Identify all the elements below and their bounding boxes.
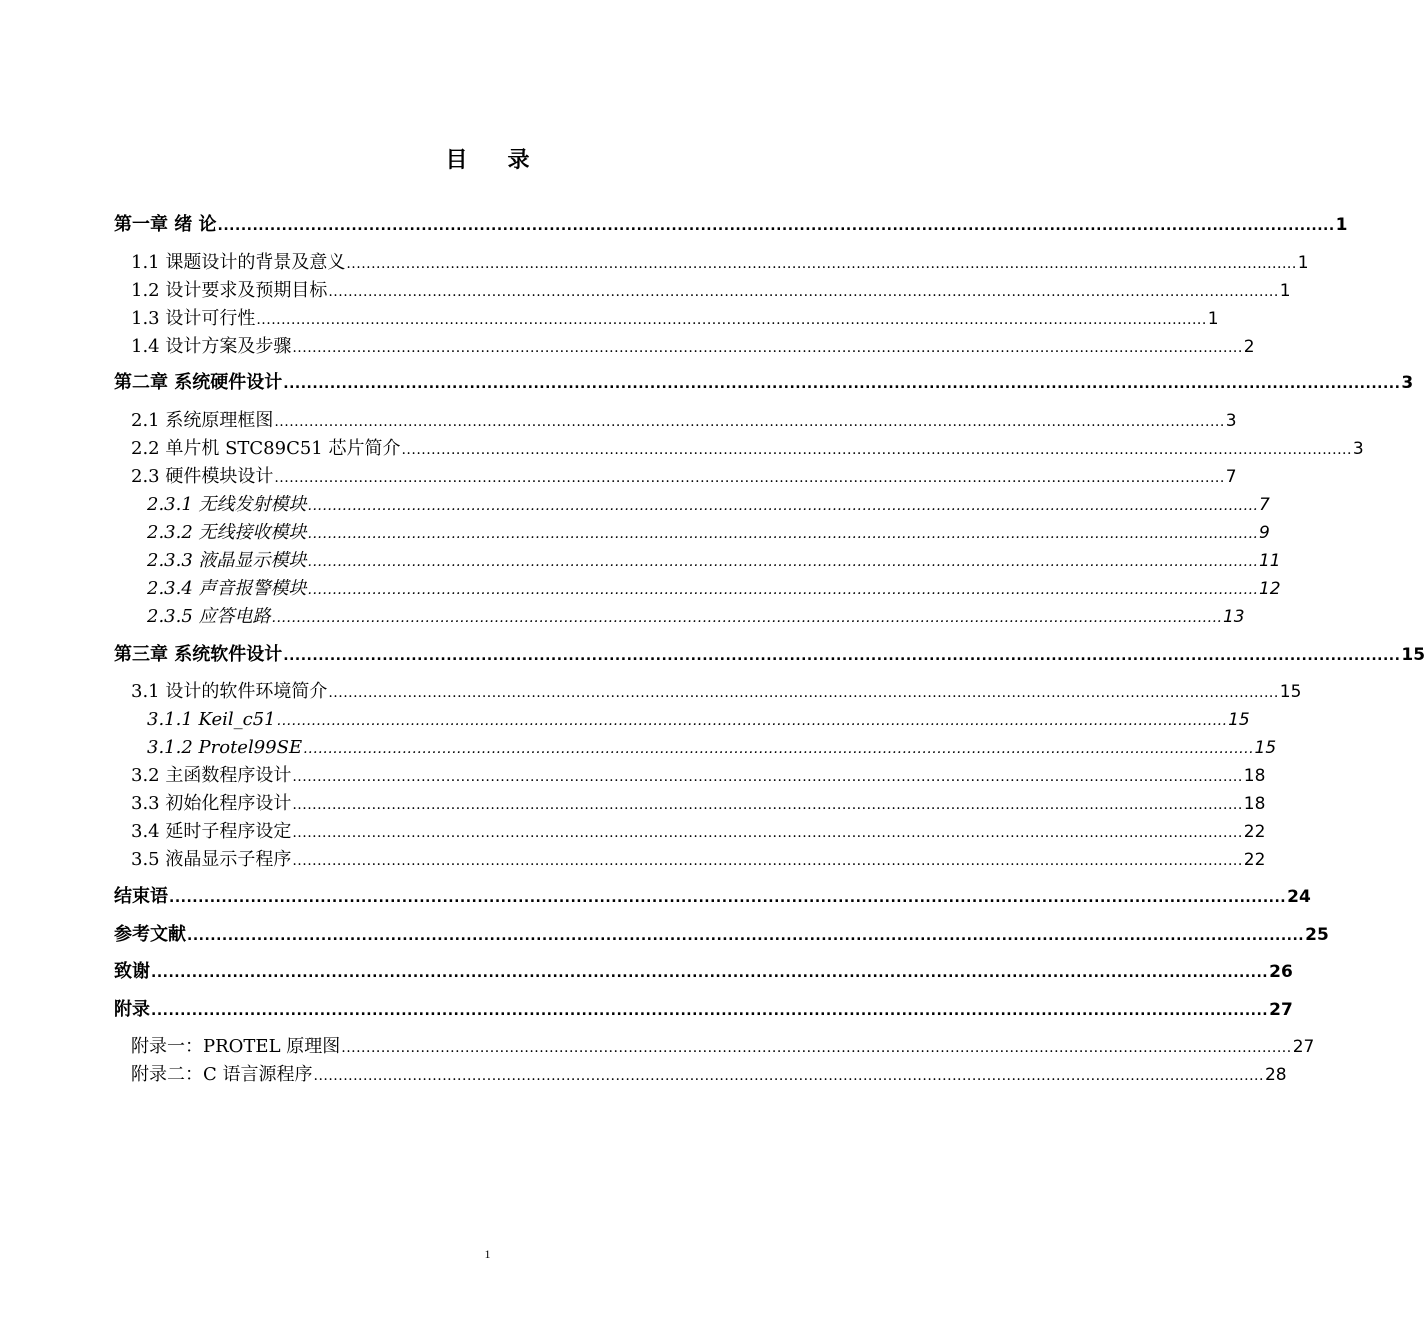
toc-leader: ................................................................................................................................................................................................ bbox=[307, 526, 1258, 542]
toc-page: 22 bbox=[1243, 850, 1266, 870]
toc-page: 18 bbox=[1243, 794, 1266, 814]
toc-label: 2.3 硬件模块设计 bbox=[131, 466, 274, 487]
toc-page: 1 bbox=[1335, 215, 1348, 235]
toc-entry[interactable] bbox=[131, 790, 1266, 818]
toc-leader: ................................................................................................................................................................................................ bbox=[307, 554, 1258, 570]
toc-label: 3.1.2 Protel99SE bbox=[147, 737, 303, 758]
toc-label: 1.3 设计可行性 bbox=[131, 308, 256, 329]
toc-entry[interactable] bbox=[131, 249, 1309, 277]
toc-leader: ................................................................................................................................................................................................ bbox=[274, 414, 1225, 430]
toc-page: 1 bbox=[1207, 309, 1219, 329]
toc-leader: ................................................................................................................................................................................................ bbox=[292, 340, 1243, 356]
toc-leader: ................................................................................................................................................................................................ bbox=[276, 713, 1228, 729]
toc-entry[interactable] bbox=[147, 519, 1270, 547]
toc-page: 15 bbox=[1279, 682, 1302, 702]
toc-page: 22 bbox=[1243, 822, 1266, 842]
toc-leader: ................................................................................................................................................................................................ bbox=[307, 498, 1258, 514]
toc-page: 11 bbox=[1258, 551, 1281, 571]
toc-label: 2.3.4 声音报警模块 bbox=[147, 578, 307, 599]
toc-leader: ................................................................................................................................................................................................ bbox=[313, 1068, 1264, 1084]
toc-page: 26 bbox=[1269, 962, 1293, 982]
toc-entry[interactable] bbox=[114, 369, 1414, 397]
toc-entry[interactable] bbox=[114, 641, 1425, 669]
toc-leader: ................................................................................................................................................................................................ bbox=[283, 648, 1401, 664]
toc-leader: ................................................................................................................................................................................................ bbox=[292, 797, 1243, 813]
toc-leader: ................................................................................................................................................................................................ bbox=[169, 890, 1287, 906]
toc-entry[interactable] bbox=[147, 603, 1245, 631]
toc-leader: ................................................................................................................................................................................................ bbox=[151, 965, 1269, 981]
toc-entry[interactable] bbox=[131, 435, 1364, 463]
toc-entry[interactable] bbox=[131, 463, 1237, 491]
toc-label: 3.3 初始化程序设计 bbox=[131, 793, 292, 814]
toc-label: 2.3.3 液晶显示模块 bbox=[147, 550, 307, 571]
toc-leader: ................................................................................................................................................................................................ bbox=[274, 470, 1225, 486]
toc-entry[interactable] bbox=[131, 1033, 1315, 1061]
toc-page: 15 bbox=[1228, 710, 1250, 730]
toc-page: 27 bbox=[1292, 1037, 1315, 1057]
toc-page: 1 bbox=[1279, 281, 1291, 301]
toc-page: 1 bbox=[1297, 253, 1309, 273]
toc-label: 第三章 系统软件设计 bbox=[114, 644, 283, 665]
toc-page: 15 bbox=[1401, 645, 1425, 665]
toc-leader: ................................................................................................................................................................................................ bbox=[256, 312, 1207, 328]
toc-label: 第一章 绪 论 bbox=[114, 214, 217, 235]
toc-leader: ................................................................................................................................................................................................ bbox=[187, 928, 1305, 944]
toc-label: 2.3.2 无线接收模块 bbox=[147, 522, 307, 543]
toc-entry[interactable] bbox=[114, 921, 1329, 949]
toc-entry[interactable] bbox=[131, 407, 1237, 435]
toc-entry[interactable] bbox=[114, 958, 1293, 986]
toc-entry[interactable] bbox=[114, 883, 1311, 911]
toc-leader: ................................................................................................................................................................................................ bbox=[271, 610, 1222, 626]
toc-label: 3.2 主函数程序设计 bbox=[131, 765, 292, 786]
toc-label: 参考文献 bbox=[114, 924, 186, 945]
toc-page: 3 bbox=[1225, 411, 1237, 431]
toc-entry[interactable] bbox=[131, 678, 1302, 706]
toc-page: 9 bbox=[1258, 523, 1270, 543]
toc-label: 致谢 bbox=[114, 961, 150, 982]
toc-page: 3 bbox=[1401, 373, 1414, 393]
toc-label: 2.3.5 应答电路 bbox=[147, 606, 271, 627]
toc-leader: ................................................................................................................................................................................................ bbox=[217, 218, 1335, 234]
toc-label: 3.1.1 Keil_c51 bbox=[147, 709, 276, 730]
toc-label: 附录二：C 语言源程序 bbox=[131, 1064, 313, 1085]
toc-leader: ................................................................................................................................................................................................ bbox=[151, 1003, 1269, 1019]
toc-label: 附录 bbox=[114, 999, 150, 1020]
toc-entry[interactable] bbox=[147, 547, 1281, 575]
toc-label: 1.4 设计方案及步骤 bbox=[131, 336, 292, 357]
toc-entry[interactable] bbox=[131, 818, 1266, 846]
toc-page: 28 bbox=[1264, 1065, 1287, 1085]
toc-leader: ................................................................................................................................................................................................ bbox=[328, 685, 1279, 701]
toc-entry[interactable] bbox=[147, 575, 1281, 603]
toc-label: 1.2 设计要求及预期目标 bbox=[131, 280, 328, 301]
toc-entry[interactable] bbox=[131, 1061, 1287, 1089]
toc-page: 27 bbox=[1269, 1000, 1293, 1020]
toc-label: 1.1 课题设计的背景及意义 bbox=[131, 252, 346, 273]
toc-leader: ................................................................................................................................................................................................ bbox=[292, 853, 1243, 869]
toc-entry[interactable] bbox=[131, 305, 1219, 333]
page-title bbox=[0, 143, 975, 174]
toc-page: 18 bbox=[1243, 766, 1266, 786]
toc-leader: ................................................................................................................................................................................................ bbox=[303, 741, 1254, 757]
toc-entry[interactable] bbox=[147, 706, 1250, 734]
toc-entry[interactable] bbox=[147, 491, 1270, 519]
toc-leader: ................................................................................................................................................................................................ bbox=[346, 256, 1297, 272]
toc-leader: ................................................................................................................................................................................................ bbox=[401, 442, 1352, 458]
toc-entry[interactable] bbox=[131, 333, 1255, 361]
toc-label: 附录一：PROTEL 原理图 bbox=[131, 1036, 341, 1057]
toc-leader: ................................................................................................................................................................................................ bbox=[307, 582, 1258, 598]
footer-page-number: 1 bbox=[484, 1247, 491, 1261]
toc-page: 2 bbox=[1243, 337, 1255, 357]
toc-entry[interactable] bbox=[114, 996, 1293, 1024]
title-char-2: 录 bbox=[507, 147, 530, 173]
toc-label: 3.1 设计的软件环境简介 bbox=[131, 681, 328, 702]
toc-page: 7 bbox=[1258, 495, 1270, 515]
toc-label: 3.4 延时子程序设定 bbox=[131, 821, 292, 842]
toc-entry[interactable] bbox=[131, 762, 1266, 790]
toc-page: 25 bbox=[1305, 925, 1329, 945]
toc-entry[interactable] bbox=[131, 846, 1266, 874]
toc-label: 2.1 系统原理框图 bbox=[131, 410, 274, 431]
toc-page: 15 bbox=[1254, 738, 1277, 758]
toc-entry[interactable] bbox=[131, 277, 1291, 305]
toc-leader: ................................................................................................................................................................................................ bbox=[283, 376, 1401, 392]
toc-page: 24 bbox=[1287, 887, 1311, 907]
toc-leader: ................................................................................................................................................................................................ bbox=[292, 825, 1243, 841]
toc-page: 12 bbox=[1258, 579, 1281, 599]
toc-label: 3.5 液晶显示子程序 bbox=[131, 849, 292, 870]
toc-page: 13 bbox=[1222, 607, 1245, 627]
toc-label: 2.3.1 无线发射模块 bbox=[147, 494, 307, 515]
toc-entry[interactable] bbox=[147, 734, 1277, 762]
toc-leader: ................................................................................................................................................................................................ bbox=[328, 284, 1279, 300]
toc-label: 2.2 单片机 STC89C51 芯片简介 bbox=[131, 438, 401, 459]
toc-label: 结束语 bbox=[114, 886, 168, 907]
toc-label: 第二章 系统硬件设计 bbox=[114, 372, 283, 393]
toc-entry[interactable] bbox=[114, 211, 1348, 239]
title-char-1: 目 bbox=[445, 147, 468, 173]
toc-leader: ................................................................................................................................................................................................ bbox=[292, 769, 1243, 785]
toc-page: 7 bbox=[1225, 467, 1237, 487]
toc-leader: ................................................................................................................................................................................................ bbox=[341, 1040, 1292, 1056]
toc-page: 3 bbox=[1352, 439, 1364, 459]
